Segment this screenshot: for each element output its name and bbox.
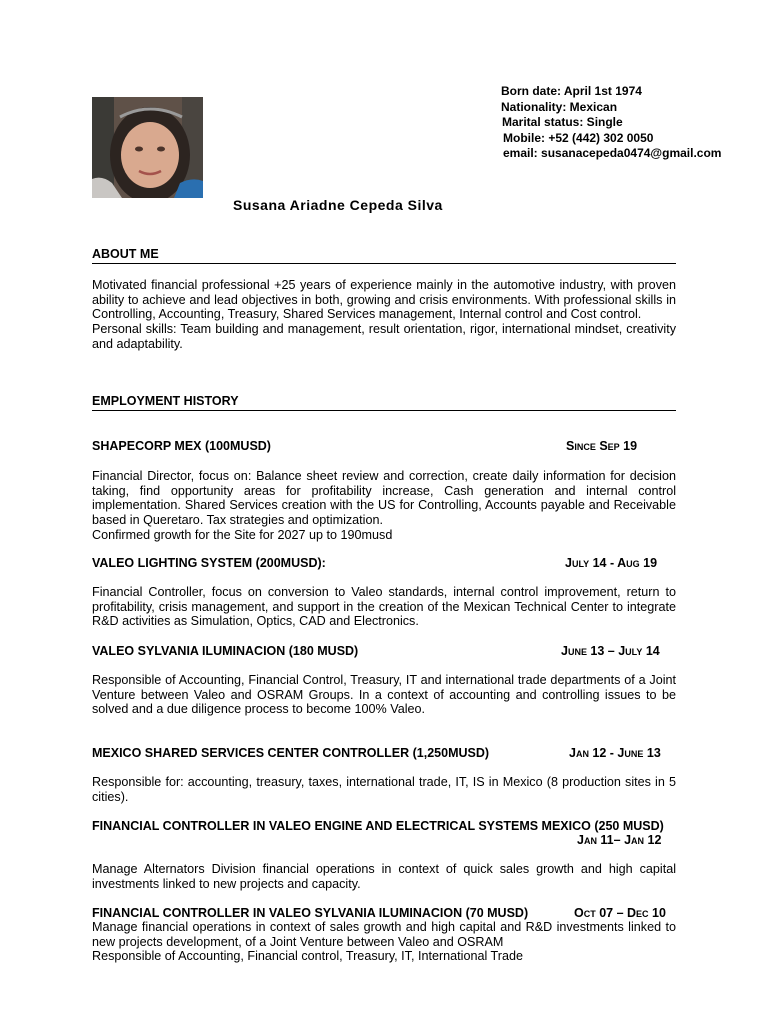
- job-description: [92, 673, 676, 717]
- job-description: [92, 862, 676, 891]
- marital-status: Marital status: Single: [502, 115, 623, 130]
- nationality: Nationality: Mexican: [501, 99, 618, 114]
- about-paragraph: Motivated financial professional +25 years of experience mainly in the automotive industry, with proven ability to achieve and lead objectives in both, growing and crisis environments. With professional skills in Controlling, Accounting, Treasury, Shared Services management, Internal control and Cost control.: [92, 278, 676, 322]
- about-text: [92, 278, 676, 352]
- job-paragraph: Financial Controller, focus on conversion to Valeo standards, internal control improvement, return to profitability, crisis management, and support in the creation of the Mexican Technical Center to integrate R&D activities as Simulation, Optics, CAD and Electronics.: [92, 585, 676, 629]
- job-company: MEXICO SHARED SERVICES CENTER CONTROLLER (1,250MUSD): [92, 746, 490, 760]
- job-description: [92, 469, 676, 543]
- birth-date: Born date: April 1st 1974: [501, 84, 642, 98]
- job-paragraph: Confirmed growth for the Site for 2027 up to 190musd: [92, 527, 393, 542]
- job-company: FINANCIAL CONTROLLER IN VALEO SYLVANIA ILUMINACION (70 MUSD): [92, 906, 529, 920]
- job-paragraph: Manage financial operations in context of sales growth and high capital and R&D investments linked to new projects development, of a Joint Venture between Valeo and OSRAM: [92, 920, 676, 949]
- job-company: VALEO SYLVANIA ILUMINACION (180 MUSD): [92, 644, 359, 658]
- job-company: VALEO LIGHTING SYSTEM (200MUSD):: [92, 556, 326, 570]
- job-description: [92, 920, 676, 964]
- job-description: [92, 585, 676, 629]
- job-paragraph: Responsible of Accounting, Financial Control, Treasury, IT and international trade departments of a Joint Venture between Valeo and OSRAM Groups. In a context of accounting and controlling issues to be solved and a due diligence process to become 100% Valeo.: [92, 673, 676, 717]
- candidate-name: Susana Ariadne Cepeda Silva: [233, 197, 443, 213]
- section-title-employment: EMPLOYMENT HISTORY: [92, 394, 239, 408]
- job-dates: Oct 07 – Dec 10: [574, 906, 666, 920]
- section-divider: [92, 410, 676, 411]
- job-description: [92, 775, 676, 804]
- job-dates: Jan 12 - June 13: [569, 746, 661, 760]
- job-dates: Jan 11– Jan 12: [577, 833, 662, 847]
- job-dates: Since Sep 19: [566, 439, 638, 453]
- section-title-about: ABOUT ME: [92, 247, 159, 261]
- section-divider: [92, 263, 676, 264]
- job-company: FINANCIAL CONTROLLER IN VALEO ENGINE AND ELECTRICAL SYSTEMS MEXICO (250 MUSD): [92, 819, 664, 833]
- job-paragraph: Responsible of Accounting, Financial control, Treasury, IT, International Trade: [92, 949, 523, 964]
- personal-skills: Personal skills: Team building and management, result orientation, rigor, international mindset, creativity and adaptability.: [92, 322, 676, 351]
- personal-info: [501, 84, 721, 162]
- email-address: email: susanacepeda0474@gmail.com: [503, 146, 722, 161]
- job-dates: June 13 – July 14: [561, 644, 660, 658]
- job-company: SHAPECORP MEX (100MUSD): [92, 439, 271, 453]
- job-paragraph: Financial Director, focus on: Balance sheet review and correction, create daily information for decision taking, find opportunity areas for profitability increase, Cash generation and internal control implementation. Shared Services creation with the US for Controlling, Accounts payable and Receivable based in Queretaro. Tax strategies and optimization.: [92, 469, 676, 528]
- profile-photo: [92, 97, 203, 198]
- job-paragraph: Responsible for: accounting, treasury, taxes, international trade, IT, IS in Mexico (8 production sites in 5 cities).: [92, 775, 676, 804]
- job-paragraph: Manage Alternators Division financial operations in context of quick sales growth and high capital investments linked to new projects and capacity.: [92, 862, 676, 891]
- mobile-number: Mobile: +52 (442) 302 0050: [503, 130, 654, 145]
- job-dates: July 14 - Aug 19: [565, 556, 658, 570]
